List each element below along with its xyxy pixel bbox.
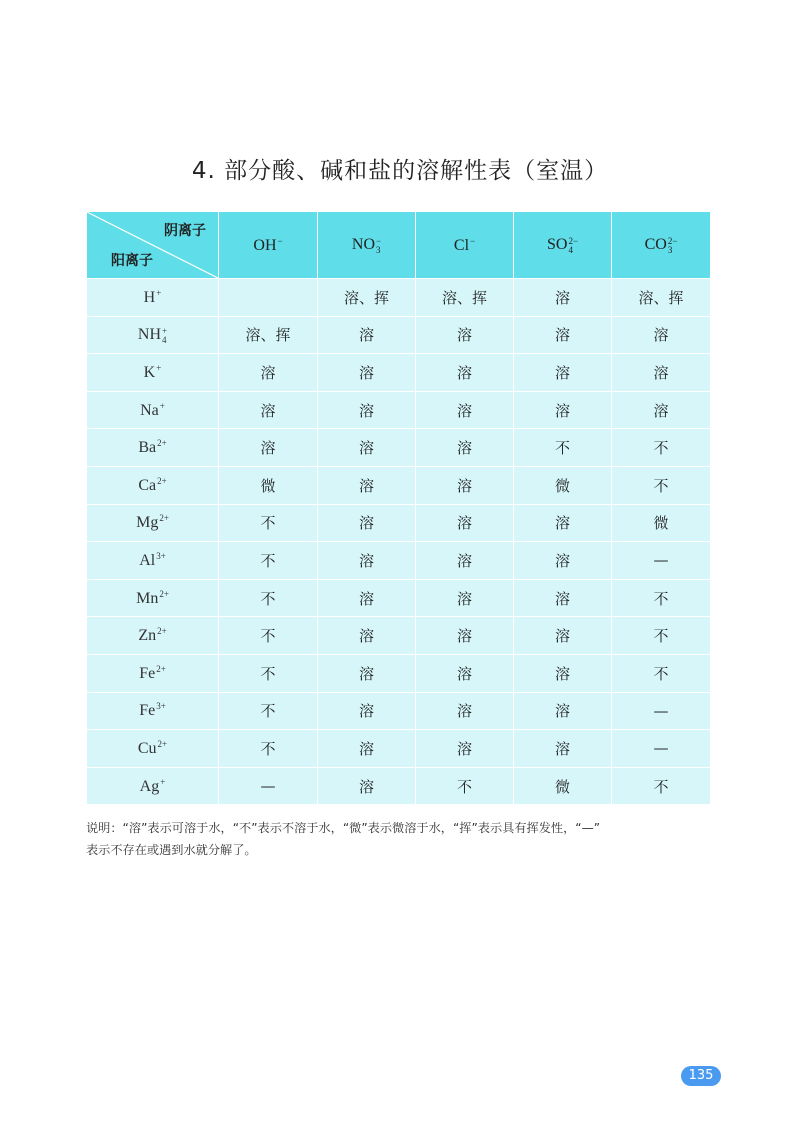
solubility-cell: 溶 — [318, 504, 416, 542]
ion-subscript: 4 — [568, 244, 573, 255]
ion-symbol: Al — [139, 551, 156, 569]
solubility-cell: 溶 — [514, 354, 612, 392]
solubility-cell: 溶 — [318, 466, 416, 504]
solubility-cell: 溶 — [318, 391, 416, 429]
ion-charge: − — [376, 235, 382, 246]
cation-row-header — [87, 692, 219, 730]
anion-column-header — [416, 212, 514, 279]
ion-symbol: Cu — [137, 739, 157, 757]
solubility-cell: 溶 — [416, 391, 514, 429]
ion-charge: 2− — [568, 235, 579, 246]
ion-charge: 2+ — [156, 663, 166, 674]
ion-symbol: Ag — [139, 777, 160, 795]
ion-charge: 2+ — [157, 438, 167, 449]
solubility-cell: — — [612, 692, 711, 730]
solubility-cell: 溶 — [219, 391, 318, 429]
solubility-cell: 溶 — [612, 316, 711, 354]
solubility-cell: 溶 — [318, 354, 416, 392]
cation-formula — [138, 627, 166, 644]
solubility-cell: 溶 — [416, 617, 514, 655]
ion-subscript: 4 — [162, 334, 167, 345]
solubility-cell: 不 — [612, 654, 711, 692]
solubility-cell: 微 — [612, 504, 711, 542]
legend-note — [86, 817, 726, 861]
ion-charge: 3+ — [156, 550, 166, 561]
anion-formula — [454, 237, 475, 254]
table-row — [87, 504, 711, 542]
solubility-cell: 不 — [219, 542, 318, 580]
note-line-1: 说明：“溶”表示可溶于水，“不”表示不溶于水，“微”表示微溶于水，“挥”表示具有挥发性，“—” — [86, 821, 601, 835]
ion-charge: + — [156, 362, 162, 373]
solubility-cell: 溶 — [416, 654, 514, 692]
cation-formula — [144, 289, 162, 306]
solubility-cell: 溶 — [514, 730, 612, 768]
ion-symbol: Mn — [136, 589, 159, 607]
ion-subscript: 3 — [376, 244, 381, 255]
solubility-cell: 溶 — [416, 354, 514, 392]
table-body — [87, 279, 711, 805]
solubility-cell: 不 — [219, 692, 318, 730]
solubility-cell — [219, 279, 318, 317]
solubility-cell: 溶 — [514, 654, 612, 692]
solubility-cell: 溶 — [318, 617, 416, 655]
cation-row-header — [87, 354, 219, 392]
ion-charge: 3+ — [156, 701, 166, 712]
table-row — [87, 730, 711, 768]
solubility-cell: 溶 — [318, 542, 416, 580]
page-title: 4. 部分酸、碱和盐的溶解性表（室温） — [191, 158, 609, 184]
cation-axis-label: 阳离子 — [111, 253, 153, 269]
solubility-cell: 微 — [514, 466, 612, 504]
anion-formula — [547, 236, 578, 253]
solubility-cell: 溶 — [318, 316, 416, 354]
table-row — [87, 767, 711, 805]
ion-charge: 2+ — [157, 738, 168, 749]
solubility-cell: — — [219, 767, 318, 805]
solubility-cell: — — [612, 730, 711, 768]
solubility-cell: 溶 — [514, 542, 612, 580]
table-row — [87, 654, 711, 692]
solubility-cell: 不 — [612, 767, 711, 805]
ion-symbol: NH — [137, 326, 162, 344]
cation-row-header — [87, 542, 219, 580]
ion-charge: + — [160, 776, 166, 787]
solubility-cell: 不 — [219, 579, 318, 617]
cation-formula — [138, 326, 167, 343]
ion-charge: 2+ — [157, 475, 167, 486]
cation-row-header — [87, 466, 219, 504]
solubility-cell: 溶、挥 — [416, 279, 514, 317]
solubility-cell: 溶 — [514, 279, 612, 317]
cation-row-header — [87, 617, 219, 655]
solubility-cell: 微 — [219, 466, 318, 504]
ion-symbol: Fe — [139, 664, 156, 682]
corner-header-cell — [87, 212, 219, 279]
table-row — [87, 692, 711, 730]
solubility-cell: 溶 — [514, 391, 612, 429]
solubility-cell: 溶 — [514, 692, 612, 730]
solubility-cell: 溶 — [514, 579, 612, 617]
solubility-cell: 不 — [612, 617, 711, 655]
solubility-cell: 溶 — [416, 579, 514, 617]
table-header-row — [87, 212, 711, 279]
ion-symbol: Ba — [138, 439, 157, 457]
solubility-cell: 不 — [219, 730, 318, 768]
ion-symbol: H — [143, 288, 156, 306]
solubility-cell: 溶 — [416, 542, 514, 580]
ion-symbol: Ca — [138, 476, 157, 494]
cation-formula — [139, 665, 166, 682]
cation-row-header — [87, 654, 219, 692]
cation-formula — [139, 702, 166, 719]
solubility-cell: 不 — [219, 617, 318, 655]
solubility-table — [86, 211, 711, 805]
solubility-cell: 溶 — [318, 429, 416, 467]
ion-charge: 2+ — [159, 513, 169, 524]
solubility-cell: 溶 — [416, 316, 514, 354]
solubility-cell: 不 — [612, 579, 711, 617]
ion-symbol: NO — [351, 236, 376, 254]
solubility-cell: 溶 — [318, 692, 416, 730]
solubility-cell: 溶 — [416, 692, 514, 730]
anion-formula — [352, 236, 381, 253]
ion-symbol: SO — [546, 236, 568, 254]
ion-subscript: 3 — [667, 244, 673, 255]
table-row — [87, 279, 711, 317]
anion-column-header — [318, 212, 416, 279]
solubility-cell: 溶 — [416, 730, 514, 768]
ion-symbol: Fe — [139, 702, 156, 720]
solubility-cell: 溶 — [514, 316, 612, 354]
cation-formula — [140, 778, 166, 795]
ion-charge: + — [159, 400, 165, 411]
ion-symbol: OH — [253, 236, 277, 254]
solubility-cell: 溶 — [219, 354, 318, 392]
solubility-cell: — — [612, 542, 711, 580]
cation-row-header — [87, 730, 219, 768]
ion-charge: 2+ — [159, 588, 169, 599]
ion-symbol: CO — [644, 236, 667, 254]
solubility-cell: 溶、挥 — [612, 279, 711, 317]
cation-row-header — [87, 767, 219, 805]
cation-formula — [138, 439, 166, 456]
table-row — [87, 316, 711, 354]
ion-symbol: Mg — [136, 514, 159, 532]
note-line-2: 表示不存在或遇到水就分解了。 — [86, 843, 257, 857]
cation-formula — [140, 402, 165, 419]
solubility-cell: 溶 — [514, 504, 612, 542]
solubility-cell: 溶 — [318, 579, 416, 617]
solubility-cell: 不 — [219, 504, 318, 542]
cation-formula — [144, 364, 162, 381]
table-row — [87, 354, 711, 392]
cation-formula — [138, 477, 166, 494]
anion-column-header — [219, 212, 318, 279]
ion-charge: + — [162, 325, 168, 336]
solubility-cell: 溶 — [416, 504, 514, 542]
ion-charge: − — [277, 235, 283, 246]
cation-row-header — [87, 279, 219, 317]
cation-row-header — [87, 316, 219, 354]
cation-row-header — [87, 579, 219, 617]
cation-formula — [136, 514, 169, 531]
table-row — [87, 579, 711, 617]
table-row — [87, 542, 711, 580]
anion-formula — [645, 236, 678, 253]
ion-charge: 2− — [667, 235, 678, 246]
solubility-cell: 微 — [514, 767, 612, 805]
solubility-cell: 溶 — [416, 466, 514, 504]
anion-column-header — [612, 212, 711, 279]
page-number-badge: 135 — [681, 1066, 721, 1086]
cation-row-header — [87, 504, 219, 542]
solubility-cell: 溶、挥 — [318, 279, 416, 317]
solubility-cell: 溶 — [318, 767, 416, 805]
solubility-cell: 不 — [219, 654, 318, 692]
cation-formula — [136, 590, 169, 607]
solubility-cell: 溶 — [318, 730, 416, 768]
cation-row-header — [87, 429, 219, 467]
cation-row-header — [87, 391, 219, 429]
solubility-cell: 溶、挥 — [219, 316, 318, 354]
ion-symbol: Cl — [453, 236, 470, 254]
solubility-cell: 不 — [514, 429, 612, 467]
anion-column-header — [514, 212, 612, 279]
table-row — [87, 617, 711, 655]
table-row — [87, 466, 711, 504]
solubility-cell: 溶 — [514, 617, 612, 655]
solubility-cell: 不 — [612, 429, 711, 467]
ion-symbol: Na — [140, 401, 159, 419]
ion-symbol: Zn — [138, 627, 157, 645]
table-row — [87, 391, 711, 429]
ion-charge: − — [470, 235, 476, 246]
solubility-cell: 溶 — [612, 391, 711, 429]
ion-symbol: K — [143, 363, 156, 381]
anion-formula — [253, 237, 282, 254]
table-row — [87, 429, 711, 467]
solubility-cell: 溶 — [416, 429, 514, 467]
solubility-cell: 溶 — [612, 354, 711, 392]
solubility-cell: 不 — [416, 767, 514, 805]
ion-charge: 2+ — [157, 626, 167, 637]
cation-formula — [138, 740, 167, 757]
solubility-cell: 溶 — [219, 429, 318, 467]
cation-formula — [139, 552, 166, 569]
solubility-cell: 不 — [612, 466, 711, 504]
ion-charge: + — [156, 287, 162, 298]
anion-axis-label: 阴离子 — [164, 223, 206, 239]
solubility-cell: 溶 — [318, 654, 416, 692]
